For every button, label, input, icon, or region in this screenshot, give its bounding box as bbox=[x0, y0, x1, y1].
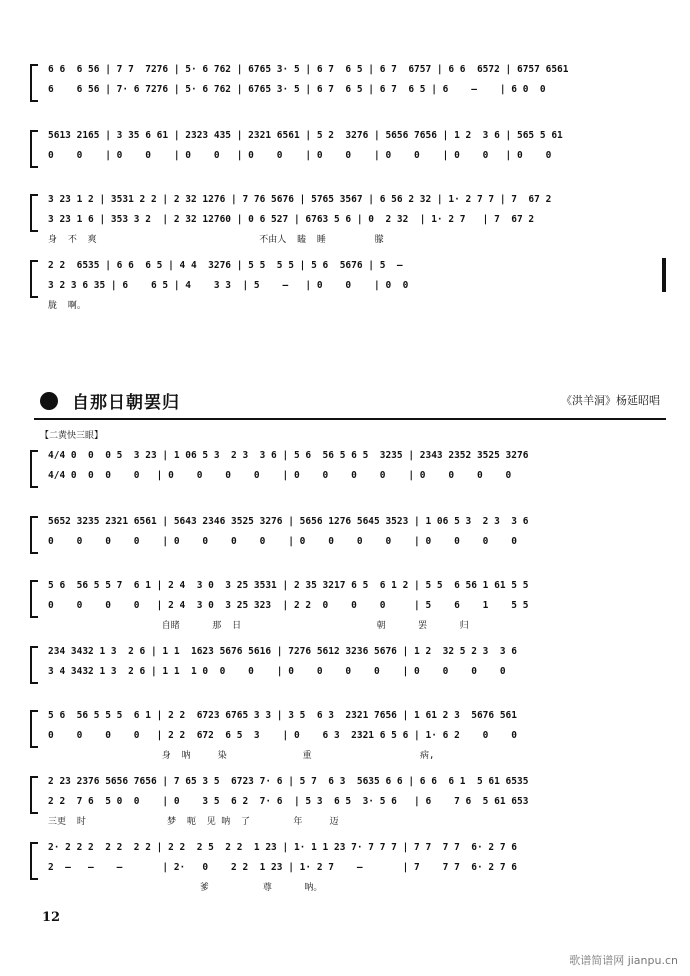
lower-system-5-bottom: 0 0 0 0 | 2 2 672 6 5 3 | 0 6 3 2321 6 5 6 | 1· 6 2 0 0 bbox=[48, 730, 517, 741]
upper-system-3-top: 3 23 1 2 | 3531 2 2 | 2 32 1276 | 7 76 5676 | 5765 3567 | 6 56 2 32 | 1· 2 7 7 | 7 67 2 bbox=[48, 194, 552, 205]
lower-system-7-bottom: 2 — — — | 2· 0 2 2 1 23 | 1· 2 7 — | 7 7 7 6· 2 7 6 bbox=[48, 862, 517, 873]
lower-system-6-top: 2 23 2376 5656 7656 | 7 65 3 5 6723 7· 6 | 5 7 6 3 5635 6 6 | 6 6 6 1 5 61 6535 bbox=[48, 776, 529, 787]
upper-system-2 bbox=[34, 128, 668, 172]
upper-system-2-top: 5613 2165 | 3 35 6 61 | 2323 435 | 2321 6561 | 5 2 3276 | 5656 7656 | 1 2 3 6 | 565 5 61 bbox=[48, 130, 563, 141]
lower-system-1 bbox=[34, 448, 668, 492]
lower-system-4-top: 234 3432 1 3 2 6 | 1 1 1623 5676 5616 | 7276 5612 3236 5676 | 1 2 32 5 2 3 3 6 bbox=[48, 646, 517, 657]
upper-system-1-top: 6 6 6 56 | 7 7 7276 | 5· 6 762 | 6765 3· 5 | 6 7 6 5 | 6 7 6757 | 6 6 6572 | 6757 6561 bbox=[48, 64, 569, 75]
song-source: 《洪羊洞》杨延昭唱 bbox=[561, 394, 660, 407]
lower-system-3 bbox=[34, 578, 668, 636]
lower-system-2 bbox=[34, 514, 668, 558]
lower-system-1-top: 4/4 0 0 0 5 3 23 | 1 06 5 3 2 3 3 6 | 5 6 56 5 6 5 3235 | 2343 2352 3525 3276 bbox=[48, 450, 529, 461]
upper-system-3 bbox=[34, 192, 668, 250]
upper-system-2-bottom: 0 0 | 0 0 | 0 0 | 0 0 | 0 0 | 0 0 | 0 0 | 0 0 bbox=[48, 150, 552, 161]
page-number: 12 bbox=[42, 910, 61, 925]
watermark: 歌谱简谱网 jianpu.cn bbox=[569, 954, 678, 967]
upper-system-4-bottom: 3 2 3 6 35 | 6 6 5 | 4 3 3 | 5 — | 0 0 | 0 0 bbox=[48, 280, 409, 291]
lower-system-5 bbox=[34, 708, 668, 766]
lower-system-3-top: 5 6 56 5 5 7 6 1 | 2 4 3 0 3 25 3531 | 2 35 3217 6 5 6 1 2 | 5 5 6 56 1 61 5 5 bbox=[48, 580, 529, 591]
lower-system-3-bottom: 0 0 0 0 | 2 4 3 0 3 25 323 | 2 2 0 0 0 | 5 6 1 5 5 bbox=[48, 600, 529, 611]
lower-system-7 bbox=[34, 840, 668, 898]
upper-system-4-top: 2 2 6535 | 6 6 6 5 | 4 4 3276 | 5 5 5 5 | 5 6 5676 | 5 — bbox=[48, 260, 403, 271]
lower-system-2-top: 5652 3235 2321 6561 | 5643 2346 3525 3276 | 5656 1276 5645 3523 | 1 06 5 3 2 3 3 6 bbox=[48, 516, 529, 527]
lower-system-7-lyrics: 爹 尊 呐。 bbox=[48, 883, 323, 893]
upper-system-1-bottom: 6 6 56 | 7· 6 7276 | 5· 6 762 | 6765 3· 5 | 6 7 6 5 | 6 7 6 5 | 6 — | 6 0 0 bbox=[48, 84, 546, 95]
lower-system-5-lyrics: 身 呐 染 重 病, bbox=[48, 751, 435, 761]
lower-system-4 bbox=[34, 644, 668, 688]
title-rule bbox=[34, 418, 666, 420]
upper-system-4 bbox=[34, 258, 668, 314]
lower-system-6-lyrics: 三更 时 梦 呃 见 呐 了 年 迈 bbox=[48, 817, 339, 827]
final-barline bbox=[662, 258, 666, 292]
lower-system-6 bbox=[34, 774, 668, 832]
lower-system-3-lyrics: 自睹 那 日 朝 罢 归 bbox=[48, 621, 469, 631]
song-title-row bbox=[34, 384, 666, 418]
lower-system-6-bottom: 2 2 7 6 5 0 0 | 0 3 5 6 2 7· 6 | 5 3 6 5 3· 5 6 | 6 7 6 5 61 653 bbox=[48, 796, 529, 807]
lower-system-7-top: 2· 2 2 2 2 2 2 2 | 2 2 2 5 2 2 1 23 | 1· 1 1 23 7· 7 7 7 | 7 7 7 7 6· 2 7 6 bbox=[48, 842, 517, 853]
lower-system-1-bottom: 4/4 0 0 0 0 | 0 0 0 0 | 0 0 0 0 | 0 0 0 0 bbox=[48, 470, 512, 481]
lower-system-2-bottom: 0 0 0 0 | 0 0 0 0 | 0 0 0 0 | 0 0 0 0 bbox=[48, 536, 517, 547]
lower-system-5-top: 5 6 56 5 5 5 6 1 | 2 2 6723 6765 3 3 | 3 5 6 3 2321 7656 | 1 61 2 3 5676 561 bbox=[48, 710, 517, 721]
upper-system-3-bottom: 3 23 1 6 | 353 3 2 | 2 32 12760 | 0 6 527 | 6763 5 6 | 0 2 32 | 1· 2 7 | 7 67 2 bbox=[48, 214, 535, 225]
song-title: 自那日朝罢归 bbox=[72, 393, 180, 413]
lower-system-4-bottom: 3 4 3432 1 3 2 6 | 1 1 1 0 0 0 | 0 0 0 0 | 0 0 0 0 bbox=[48, 666, 506, 677]
tempo-mark: 【二黄快三眼】 bbox=[40, 431, 104, 441]
upper-system-4-lyrics: 胧 啊。 bbox=[48, 301, 86, 311]
upper-system-3-lyrics: 身 不 爽 不由人 瞌 睡 朦 bbox=[48, 235, 384, 245]
upper-system-1 bbox=[34, 62, 668, 106]
bullet-icon bbox=[40, 392, 58, 410]
